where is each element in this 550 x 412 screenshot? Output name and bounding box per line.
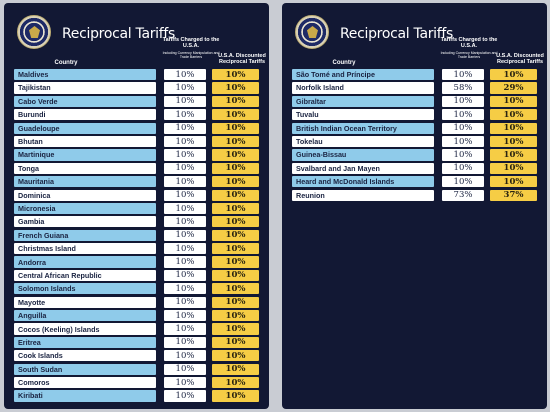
charged-tariff-cell: 10% [442,136,484,147]
country-cell: Christmas Island [14,243,156,254]
charged-tariff-cell: 10% [164,256,206,267]
charged-tariff-cell: 10% [164,377,206,388]
discounted-tariff-cell: 10% [212,323,259,334]
country-cell: Anguilla [14,310,156,321]
country-cell: Burundi [14,109,156,120]
country-cell: Tuvalu [292,109,434,120]
country-cell: Gambia [14,216,156,227]
charged-tariff-cell: 10% [164,323,206,334]
charged-tariff-cell: 10% [164,82,206,93]
country-cell: Dominica [14,190,156,201]
header-charged-label: Tariffs Charged to the U.S.A. [440,37,498,50]
charged-tariff-cell: 10% [442,163,484,174]
presidential-seal-icon [295,15,329,49]
discounted-tariff-cell: 10% [212,149,259,160]
board-title: Reciprocal Tariffs [340,26,454,42]
discounted-tariff-cell: 10% [490,69,537,80]
board-title: Reciprocal Tariffs [62,26,176,42]
country-cell: Heard and McDonald Islands [292,176,434,187]
charged-tariff-cell: 10% [164,337,206,348]
header-charged [162,37,220,59]
country-cell: Guinea-Bissau [292,149,434,160]
header-country: Country [54,60,78,66]
discounted-tariff-cell: 10% [490,123,537,134]
charged-tariff-cell: 10% [164,163,206,174]
country-cell: Cook Islands [14,350,156,361]
discounted-tariff-cell: 10% [212,163,259,174]
header-charged-note: Including Currency Manipulation and Trade Barriers [162,50,220,59]
discounted-tariff-cell: 10% [212,256,259,267]
discounted-tariff-cell: 10% [212,69,259,80]
header-charged [440,37,498,59]
country-cell: Svalbard and Jan Mayen [292,163,434,174]
charged-tariff-cell: 10% [442,96,484,107]
presidential-seal-icon [17,15,51,49]
charged-tariff-cell: 10% [442,109,484,120]
discounted-tariff-cell: 10% [490,136,537,147]
country-cell: Mauritania [14,176,156,187]
charged-tariff-cell: 10% [164,297,206,308]
charged-tariff-cell: 10% [164,136,206,147]
discounted-tariff-cell: 10% [212,176,259,187]
charged-tariff-cell: 10% [164,270,206,281]
discounted-tariff-cell: 10% [212,283,259,294]
discounted-tariff-cell: 10% [212,350,259,361]
tariff-board-right [282,3,547,409]
country-cell: Mayotte [14,297,156,308]
country-cell: French Guiana [14,230,156,241]
header-country: Country [332,60,356,66]
discounted-tariff-cell: 10% [212,390,259,401]
country-cell: Central African Republic [14,270,156,281]
header-discounted: U.S.A. Discounted Reciprocal Tariffs [496,53,544,66]
discounted-tariff-cell: 10% [212,297,259,308]
charged-tariff-cell: 10% [164,203,206,214]
charged-tariff-cell: 10% [164,123,206,134]
charged-tariff-cell: 10% [442,149,484,160]
country-cell: Kiribati [14,390,156,401]
country-cell: Maldives [14,69,156,80]
header-charged-label: Tariffs Charged to the U.S.A. [162,37,220,50]
country-cell: Eritrea [14,337,156,348]
country-cell: Martinique [14,149,156,160]
charged-tariff-cell: 10% [164,216,206,227]
discounted-tariff-cell: 10% [212,310,259,321]
country-cell: Reunion [292,190,434,201]
header-discounted: U.S.A. Discounted Reciprocal Tariffs [218,53,266,66]
discounted-tariff-cell: 10% [212,216,259,227]
discounted-tariff-cell: 10% [490,176,537,187]
discounted-tariff-cell: 10% [212,337,259,348]
charged-tariff-cell: 10% [164,243,206,254]
country-cell: Guadeloupe [14,123,156,134]
country-cell: Tonga [14,163,156,174]
discounted-tariff-cell: 10% [212,82,259,93]
country-cell: São Tomé and Príncipe [292,69,434,80]
charged-tariff-cell: 10% [164,149,206,160]
discounted-tariff-cell: 10% [212,136,259,147]
country-cell: Solomon Islands [14,283,156,294]
country-cell: South Sudan [14,364,156,375]
charged-tariff-cell: 10% [164,176,206,187]
discounted-tariff-cell: 10% [212,109,259,120]
charged-tariff-cell: 10% [164,69,206,80]
charged-tariff-cell: 10% [164,230,206,241]
charged-tariff-cell: 10% [164,283,206,294]
charged-tariff-cell: 73% [442,190,484,201]
discounted-tariff-cell: 37% [490,190,537,201]
discounted-tariff-cell: 10% [490,96,537,107]
discounted-tariff-cell: 10% [212,270,259,281]
discounted-tariff-cell: 10% [490,149,537,160]
country-cell: British Indian Ocean Territory [292,123,434,134]
country-cell: Cabo Verde [14,96,156,107]
country-cell: Bhutan [14,136,156,147]
discounted-tariff-cell: 10% [212,230,259,241]
discounted-tariff-cell: 10% [212,364,259,375]
country-cell: Cocos (Keeling) Islands [14,323,156,334]
charged-tariff-cell: 10% [442,69,484,80]
discounted-tariff-cell: 10% [212,243,259,254]
country-cell: Tajikistan [14,82,156,93]
country-cell: Tokelau [292,136,434,147]
charged-tariff-cell: 10% [164,390,206,401]
discounted-tariff-cell: 10% [212,96,259,107]
charged-tariff-cell: 58% [442,82,484,93]
header-charged-note: Including Currency Manipulation and Trade Barriers [440,50,498,59]
country-cell: Andorra [14,256,156,267]
charged-tariff-cell: 10% [164,109,206,120]
discounted-tariff-cell: 10% [212,190,259,201]
discounted-tariff-cell: 10% [490,109,537,120]
charged-tariff-cell: 10% [164,310,206,321]
discounted-tariff-cell: 10% [212,377,259,388]
discounted-tariff-cell: 29% [490,82,537,93]
tariff-board-left [4,3,269,409]
discounted-tariff-cell: 10% [212,123,259,134]
discounted-tariff-cell: 10% [212,203,259,214]
charged-tariff-cell: 10% [442,176,484,187]
charged-tariff-cell: 10% [164,364,206,375]
discounted-tariff-cell: 10% [490,163,537,174]
country-cell: Micronesia [14,203,156,214]
charged-tariff-cell: 10% [164,190,206,201]
charged-tariff-cell: 10% [164,96,206,107]
country-cell: Gibraltar [292,96,434,107]
charged-tariff-cell: 10% [164,350,206,361]
country-cell: Norfolk Island [292,82,434,93]
country-cell: Comoros [14,377,156,388]
charged-tariff-cell: 10% [442,123,484,134]
